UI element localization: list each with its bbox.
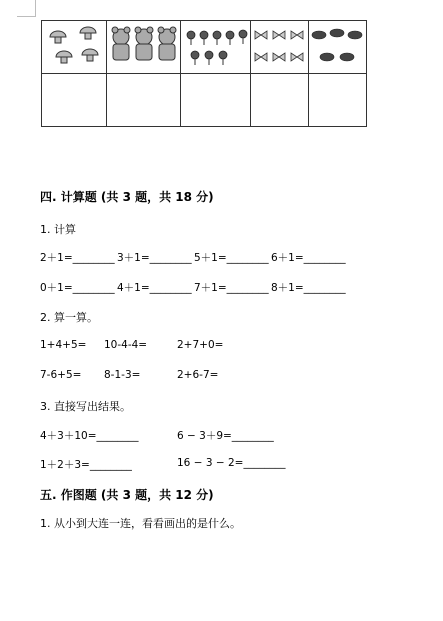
butterfly-answer-cell[interactable] (251, 74, 309, 127)
q3-item: 6 − 3＋9=________ (177, 430, 274, 442)
bear-cell (107, 21, 181, 74)
q1-title: 1. 计算 (40, 223, 76, 236)
q2-item: 2+7+0= (177, 339, 224, 351)
q3-item: 4＋3＋10=________ (40, 430, 139, 442)
q1-item: 8＋1=________ (271, 282, 346, 294)
page-corner-mark (17, 0, 36, 17)
q2-item: 2+6-7= (177, 369, 219, 381)
q3-item: 1＋2＋3=________ (40, 459, 132, 471)
q2-title: 2. 算一算。 (40, 311, 98, 324)
q2-item: 8-1-3= (104, 369, 141, 381)
butterfly-cell (251, 21, 309, 74)
flower-icon (181, 21, 250, 73)
q3-item: 16 − 3 − 2=________ (177, 457, 286, 469)
flower-cell (181, 21, 251, 74)
mushroom-cell (42, 21, 107, 74)
butterfly-icon (251, 21, 308, 73)
section5-title: 五. 作图题 (共 3 题，共 12 分) (40, 488, 214, 502)
cloud-cell (309, 21, 367, 74)
q1-item: 0＋1=________ (40, 282, 115, 294)
q2-item: 7-6+5= (40, 369, 82, 381)
q1-item: 6＋1=________ (271, 252, 346, 264)
q1-item: 2＋1=________ (40, 252, 115, 264)
section4-title: 四. 计算题 (共 3 题，共 18 分) (40, 190, 214, 204)
q1-item: 5＋1=________ (194, 252, 269, 264)
mushroom-icon (42, 21, 106, 73)
mushroom-answer-cell[interactable] (42, 74, 107, 127)
q2-item: 10-4-4= (104, 339, 148, 351)
q1-item: 3＋1=________ (117, 252, 192, 264)
q1-item: 4＋1=________ (117, 282, 192, 294)
q2-item: 1+4+5= (40, 339, 87, 351)
bear-icon (107, 21, 180, 73)
cloud-answer-cell[interactable] (309, 74, 367, 127)
picture-count-table (41, 20, 367, 127)
cloud-icon (309, 21, 366, 73)
flower-answer-cell[interactable] (181, 74, 251, 127)
q1-item: 7＋1=________ (194, 282, 269, 294)
bear-answer-cell[interactable] (107, 74, 181, 127)
q3-title: 3. 直接写出结果。 (40, 400, 131, 413)
section5-q1-title: 1. 从小到大连一连，看看画出的是什么。 (40, 517, 241, 530)
